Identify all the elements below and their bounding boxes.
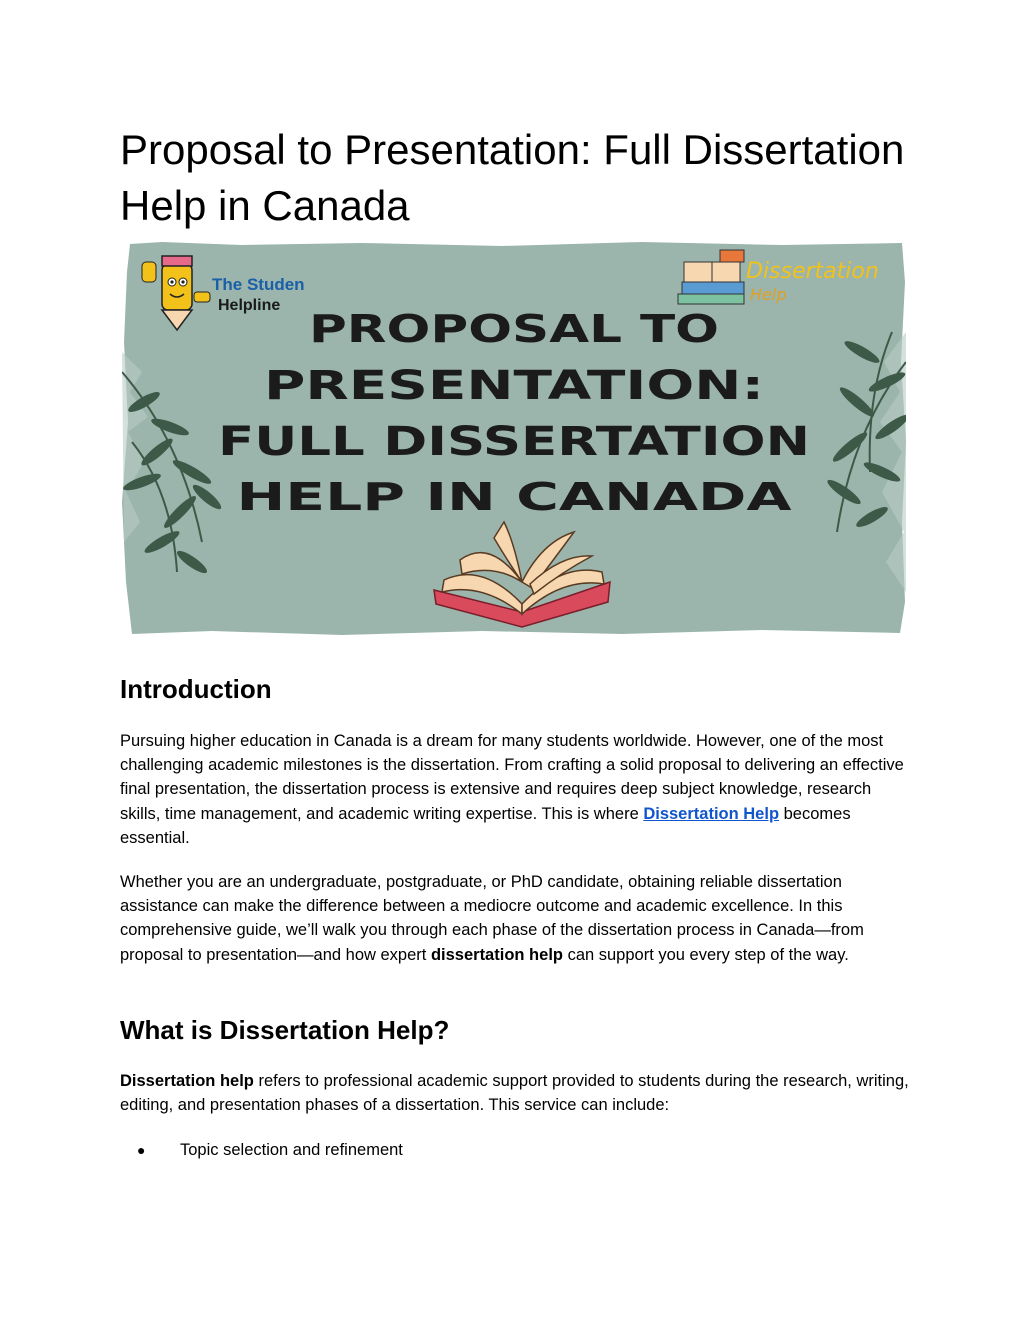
bullet-icon: ● (137, 1142, 146, 1158)
section-heading-introduction: Introduction (120, 674, 272, 704)
intro-paragraph-2-tail: can support you every step of the way. (562, 945, 849, 964)
what-paragraph (120, 1069, 910, 1117)
intro-paragraph-2 (120, 870, 910, 967)
banner-headline-line-2: PRESENTATION: (264, 363, 764, 409)
list-item-text: Topic selection and refinement (180, 1141, 403, 1159)
intro-paragraph-1-text: Pursuing higher education in Canada is a dream for many students worldwide. However, one of the most challenging academic milestones is the dissertation. From crafting a solid proposal to delivering an effective final presentation, the dissertation process is extensive and requires deep subject knowledge, research skills, time management, and academic writing expertise. This is where (120, 732, 904, 823)
banner-headline-line-3: FULL DISSERTATION (218, 419, 810, 465)
student-helpline-logo-line2: Helpline (218, 297, 281, 314)
dissertation-help-logo-line1: Dissertation (746, 259, 879, 284)
page-title: Proposal to Presentation: Full Dissertation Help in Canada (120, 126, 905, 229)
section-heading-what-is-dissertation-help: What is Dissertation Help? (120, 1015, 450, 1045)
banner-headline-line-1: PROPOSAL TO (309, 307, 719, 351)
list-item (120, 1138, 403, 1162)
banner-image (122, 242, 906, 635)
intro-paragraph-2-text: Whether you are an undergraduate, postgraduate, or PhD candidate, obtaining reliable dissertation assistance can make the difference between a mediocre outcome and academic excellence. In this comprehensive guide, we’ll walk you through each phase of the dissertation process in Canada—from proposal to presentation—and how expert (120, 873, 864, 964)
services-list (120, 1138, 403, 1162)
banner-headline-line-4: HELP IN CANADA (236, 475, 793, 519)
intro-paragraph-1-tail: becomes essential. (120, 804, 851, 847)
student-helpline-logo-line1: The Studen (212, 275, 305, 294)
what-paragraph-bold: Dissertation help (120, 1072, 254, 1090)
dissertation-help-logo-line2: Help (750, 285, 787, 304)
what-paragraph-text: refers to professional academic support provided to students during the research, writing, editing, and presentation phases of a dissertation. This service can include: (120, 1072, 909, 1115)
intro-paragraph-1 (120, 729, 910, 850)
intro-paragraph-2-bold: dissertation help (430, 945, 563, 964)
dissertation-help-link[interactable]: Dissertation Help (643, 804, 780, 823)
